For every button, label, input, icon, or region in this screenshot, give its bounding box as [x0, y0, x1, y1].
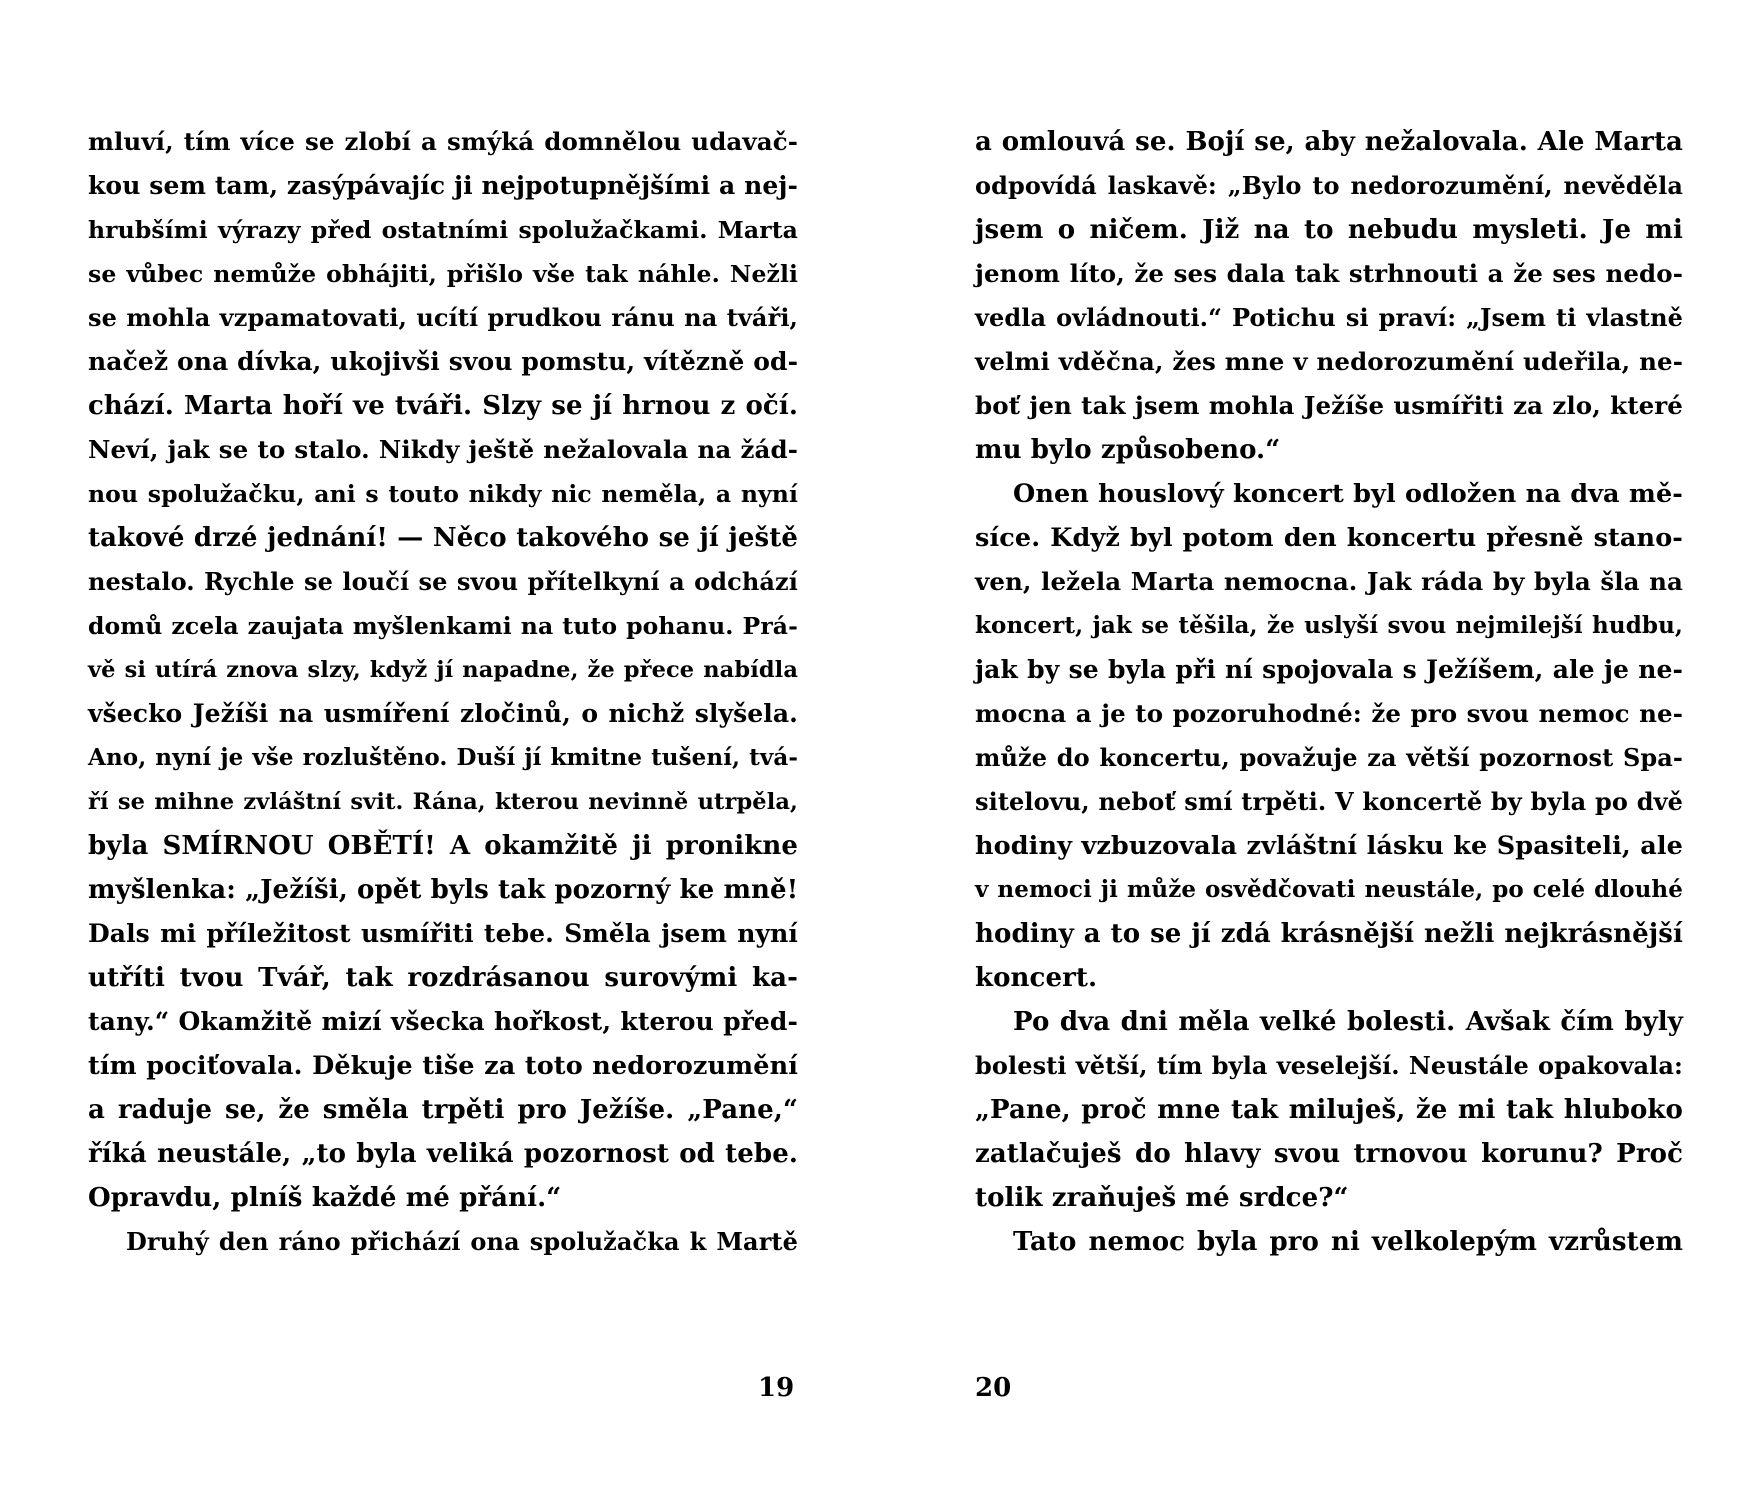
right-page [975, 120, 1683, 1264]
text-line: v nemoci ji může osvědčovati neustále, po celé dlouhé [975, 876, 1683, 903]
text-line: ven, ležela Marta nemocna. Jak ráda by byla šla na [975, 567, 1683, 596]
text-line: a raduje se, že směla trpěti pro Ježíše. „Pane,“ [88, 1095, 798, 1125]
text-line: boť jen tak jsem mohla Ježíše usmířiti za zlo, které [975, 391, 1683, 420]
text-line: hodiny a to se jí zdá krásnější nežli nejkrásnější [975, 919, 1683, 949]
text-line: velmi vděčna, žes mne v nedorozumění udeřila, ne- [975, 347, 1683, 376]
text-line: bolesti větší, tím byla veselejší. Neustále opakovala: [975, 1051, 1683, 1080]
text-line: takové drzé jednání! — Něco takového se jí ještě [88, 523, 798, 553]
text-line: Dals mi příležitost usmířiti tebe. Směla jsem nyní [88, 919, 798, 948]
text-line: Opravdu, plníš každé mé přání.“ [88, 1183, 562, 1213]
text-line: může do koncertu, považuje za větší pozornost Spa- [975, 743, 1683, 772]
text-line: vě si utírá znova slzy, když jí napadne, že přece nabídla [88, 657, 798, 683]
text-line: Tato nemoc byla pro ni velkolepým vzrůstem [1013, 1227, 1683, 1257]
text-line: Ano, nyní je vše rozluštěno. Duší jí kmitne tušení, tvá- [88, 744, 798, 771]
text-line: „Pane, proč mne tak miluješ, že mi tak hluboko [975, 1095, 1683, 1125]
text-line: se mohla vzpamatovati, ucítí prudkou ránu na tváři, [88, 303, 798, 332]
text-line: tolik zraňuješ mé srdce?“ [975, 1183, 1349, 1213]
text-line: mluví, tím více se zlobí a smýká domnělou udavač- [88, 127, 798, 156]
text-line: odpovídá laskavě: „Bylo to nedorozumění, nevěděla [975, 171, 1683, 200]
text-line: hodiny vzbuzovala zvláštní lásku ke Spasiteli, ale [975, 831, 1683, 861]
text-line: se vůbec nemůže obhájiti, přišlo vše tak náhle. Nežli [88, 260, 798, 288]
text-line: tím pociťovala. Děkuje tiše za toto nedorozumění [88, 1051, 798, 1081]
text-line: mocna a je to pozoruhodné: že pro svou nemoc ne- [975, 699, 1683, 728]
text-line: všecko Ježíši na usmíření zločinů, o nichž slyšela. [88, 699, 798, 728]
text-line: jak by se byla při ní spojovala s Ježíšem, ale je ne- [975, 655, 1683, 684]
text-line: jsem o ničem. Již na to nebudu mysleti. Je mi [975, 215, 1683, 245]
text-line: vedla ovládnouti.“ Potichu si praví: „Jsem ti vlastně [975, 303, 1683, 332]
text-line: chází. Marta hoří ve tváři. Slzy se jí hrnou z očí. [88, 391, 798, 421]
text-line: říká neustále, „to byla veliká pozornost od tebe. [88, 1139, 798, 1169]
text-line: nou spolužačku, ani s touto nikdy nic neměla, a nyní [88, 480, 798, 508]
text-line: koncert, jak se těšila, že uslyší svou nejmilejší hudbu, [975, 612, 1683, 639]
text-line: zatlačuješ do hlavy svou trnovou korunu? Proč [975, 1139, 1683, 1169]
text-line: mu bylo způsobeno.“ [975, 435, 1281, 465]
text-line: utříti tvou Tvář, tak rozdrásanou surovými ka- [88, 963, 798, 993]
text-line: domů zcela zaujata myšlenkami na tuto pohanu. Prá- [88, 612, 798, 640]
text-line: Neví, jak se to stalo. Nikdy ještě nežalovala na žád- [88, 435, 798, 464]
text-line: jenom líto, že ses dala tak strhnouti a že ses nedo- [975, 259, 1683, 288]
text-line: Druhý den ráno přichází ona spolužačka k Martě [126, 1227, 798, 1256]
text-line: koncert. [975, 963, 1098, 993]
left-page [88, 120, 798, 1264]
text-line: nestalo. Rychle se loučí se svou přítelkyní a odchází [88, 567, 798, 596]
text-line: sitelovu, neboť smí trpěti. V koncertě by byla po dvě [975, 787, 1683, 816]
text-line: Po dva dni měla velké bolesti. Avšak čím byly [1013, 1007, 1683, 1037]
text-line: Onen houslový koncert byl odložen na dva mě- [1013, 479, 1683, 509]
text-line: myšlenka: „Ježíši, opět byls tak pozorný ke mně! [88, 875, 799, 905]
text-line: síce. Když byl potom den koncertu přesně stano- [975, 523, 1683, 553]
text-line: a omlouvá se. Bojí se, aby nežalovala. Ale Marta [975, 127, 1683, 157]
text-line: tany.“ Okamžitě mizí všecka hořkost, kterou před- [88, 1007, 798, 1036]
page-number-right: 20 [975, 1373, 1012, 1403]
text-line: byla SMÍRNOU OBĚTÍ! A okamžitě ji pronikne [88, 831, 798, 861]
text-line: hrubšími výrazy před ostatními spolužačkami. Marta [88, 216, 798, 244]
text-line: ří se mihne zvláštní svit. Rána, kterou nevinně utrpěla, [88, 789, 798, 815]
page-number-left: 19 [758, 1373, 795, 1403]
text-line: kou sem tam, zasýpávajíc ji nejpotupnějšími a nej- [88, 171, 798, 200]
text-line: načež ona dívka, ukojivši svou pomstu, vítězně od- [88, 347, 799, 376]
